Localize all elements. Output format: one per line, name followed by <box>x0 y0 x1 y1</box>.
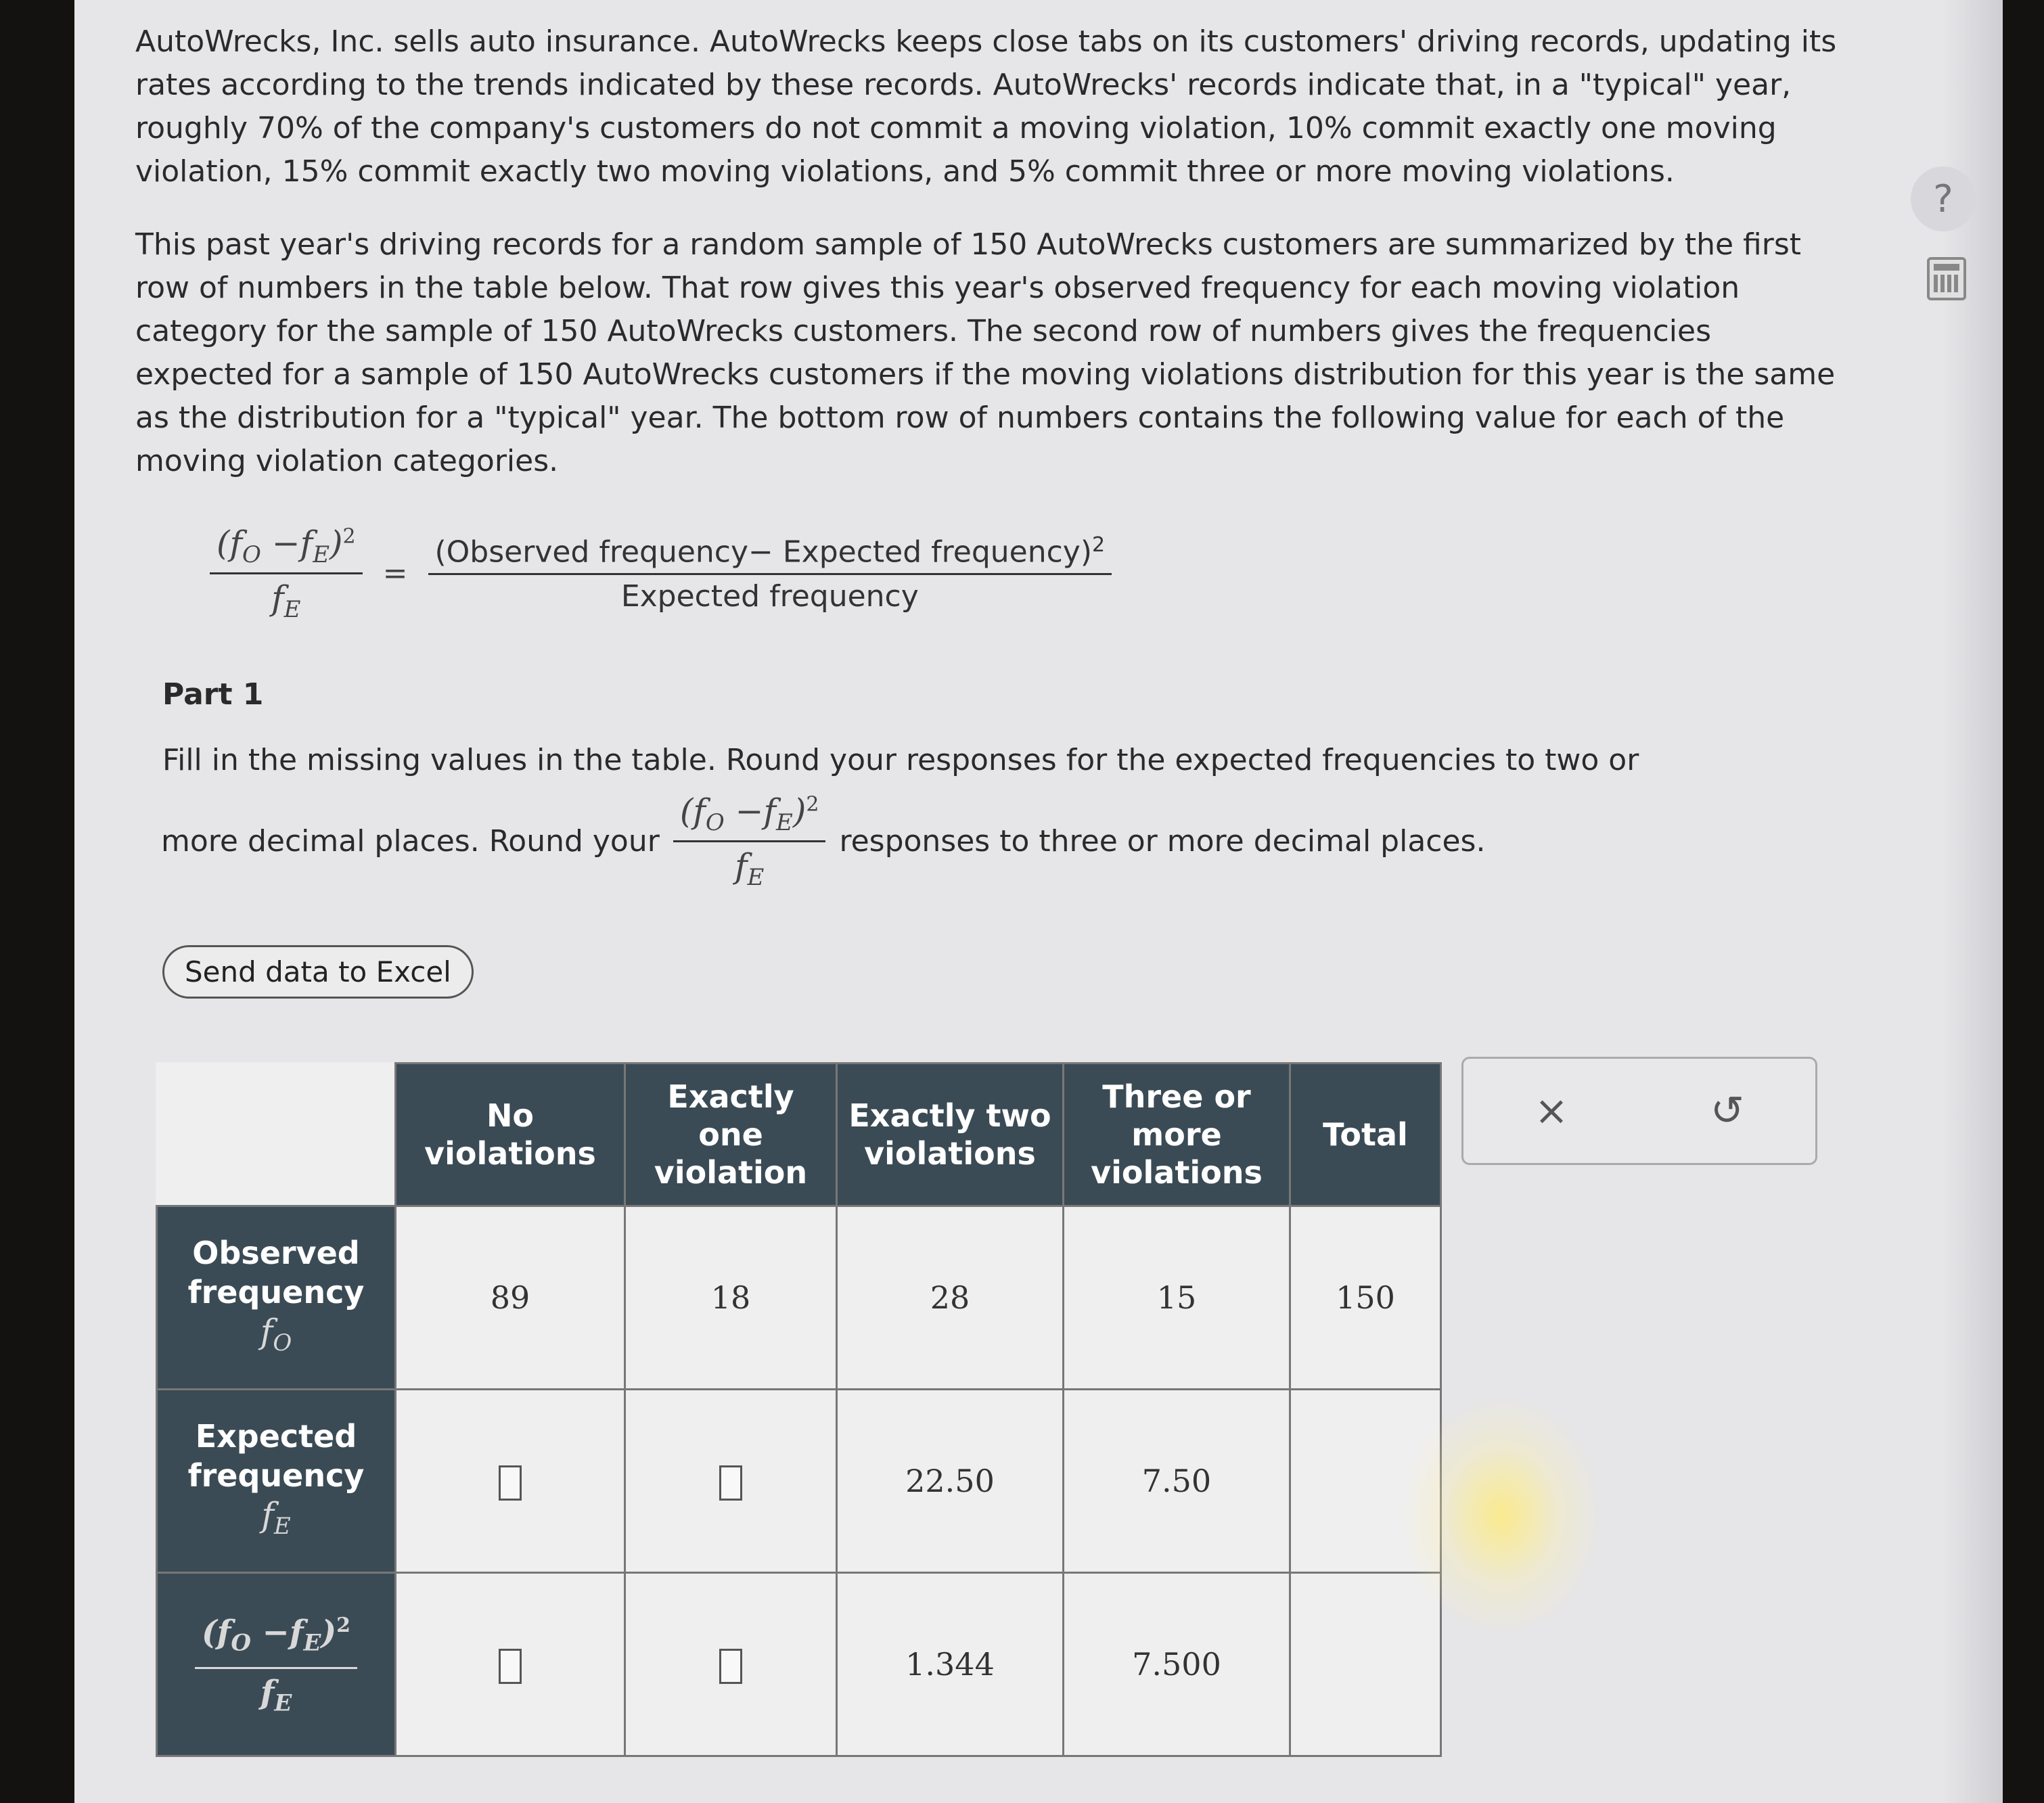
undo-icon[interactable]: ↺ <box>1710 1087 1745 1135</box>
send-to-excel-button[interactable]: Send data to Excel <box>162 945 474 999</box>
chi-no-violations-input[interactable] <box>499 1649 522 1684</box>
answer-tools <box>1461 1057 1817 1165</box>
chi-three-or-more: 7.500 <box>1064 1573 1290 1756</box>
chi-exactly-two: 1.344 <box>837 1573 1064 1756</box>
header-three-or-more: Three or more violations <box>1064 1064 1290 1206</box>
table-row-chi-component <box>157 1573 1441 1756</box>
table-row-observed <box>157 1206 1441 1390</box>
chi-total <box>1290 1573 1441 1756</box>
table-row-expected <box>157 1390 1441 1573</box>
screen-glare <box>1401 1394 1604 1637</box>
row-label-chi-component: $\frac{(f_O -f_E)^2}{f_E}$ <box>157 1573 396 1756</box>
help-button[interactable]: ? <box>1911 166 1976 231</box>
problem-paragraph-1: AutoWrecks, Inc. sells auto insurance. AutoWrecks keeps close tabs on its customers' driving records, updating its rates according to the trends indicated by these records. AutoWrecks' records indicate that, in a "typical" year, roughly 70% of the company's customers do not commit a moving violation, 10% commit exactly one moving violation, 15% commit exactly two moving violations, and 5% commit three or more moving violations. <box>135 24 1837 189</box>
part-title: Part 1 <box>162 677 264 712</box>
instruction-line-2: more decimal places. Round your $\frac{(f_O -f_E)^2}{f_E}$ responses to three or more decimal places. <box>161 792 1486 891</box>
expected-no-violations-cell <box>396 1390 625 1573</box>
clear-button[interactable]: × <box>1534 1087 1569 1135</box>
expected-three-or-more: 7.50 <box>1064 1390 1290 1573</box>
chi-no-violations-cell <box>396 1573 625 1756</box>
header-exactly-one: Exactly one violation <box>625 1064 837 1206</box>
equals-sign: = <box>382 556 408 591</box>
formula-lhs: $\frac{(f_O -f_E)^2}{f_E}$ <box>210 524 363 623</box>
observed-no-violations: 89 <box>396 1206 625 1390</box>
row-label-observed: Observed frequency $f_O$ <box>157 1206 396 1390</box>
chi-exactly-one-input[interactable] <box>719 1649 742 1684</box>
problem-paragraph-2: This past year's driving records for a random sample of 150 AutoWrecks customers are summarized by the first row of numbers in the table below. That row gives this year's observed frequency for each moving violation category for the sample of 150 AutoWrecks customers. The second row of numbers gives the frequencies expected for a sample of 150 AutoWrecks customers if the moving violations distribution for this year is the same as the distribution for a "typical" year. The bottom row of numbers contains the following value for each of the moving violation categories. <box>135 227 1836 478</box>
screen <box>74 0 2003 1803</box>
instruction-line-1: Fill in the missing values in the table. Round your responses for the expected frequencies to two or <box>162 743 1639 777</box>
expected-exactly-one-cell <box>625 1390 837 1573</box>
observed-exactly-one: 18 <box>625 1206 837 1390</box>
observed-three-or-more: 15 <box>1064 1206 1290 1390</box>
header-total: Total <box>1290 1064 1441 1206</box>
observed-total: 150 <box>1290 1206 1441 1390</box>
observed-exactly-two: 28 <box>837 1206 1064 1390</box>
chi-exactly-one-cell <box>625 1573 837 1756</box>
expected-no-violations-input[interactable] <box>499 1465 522 1501</box>
row-label-expected: Expected frequency $f_E$ <box>157 1390 396 1573</box>
table-corner <box>157 1064 396 1206</box>
header-exactly-two: Exactly two violations <box>837 1064 1064 1206</box>
frequency-table <box>156 1062 1442 1757</box>
expected-exactly-one-input[interactable] <box>719 1465 742 1501</box>
calculator-icon[interactable] <box>1927 257 1966 300</box>
problem-content <box>135 20 1840 999</box>
formula-rhs: $\frac{(Observed frequency- Expected frequency)^2}{\text{Expected frequency}}$ <box>428 533 1112 614</box>
header-no-violations: No violations <box>396 1064 625 1206</box>
expected-exactly-two: 22.50 <box>837 1390 1064 1573</box>
chi-square-formula <box>210 524 1840 623</box>
instruction-fraction: $\frac{(f_O -f_E)^2}{f_E}$ <box>673 792 826 891</box>
